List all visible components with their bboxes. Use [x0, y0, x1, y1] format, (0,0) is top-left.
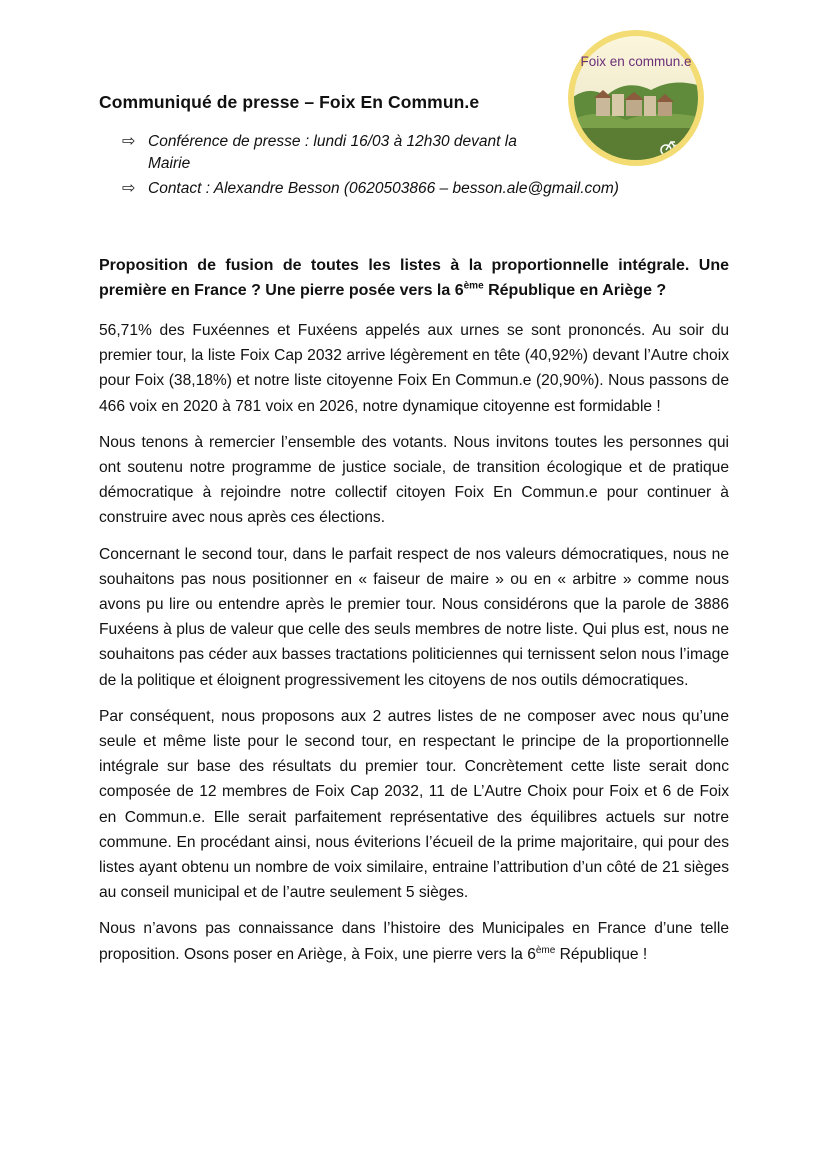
conference-text: Conférence de presse : lundi 16/03 à 12h30 devant la Mairie	[148, 133, 517, 172]
page-title: Communiqué de presse – Foix En Commun.e	[99, 92, 480, 112]
list-item-contact	[122, 178, 768, 200]
logo-text: Foix en commun.e	[580, 54, 692, 69]
right-arrow-icon: ⇨	[122, 133, 136, 150]
paragraph-conclusion: Nous n’avons pas connaissance dans l’histoire des Municipales en France d’une telle proposition. Osons poser en Ariège, à Foix, une pierre vers la 6ème République !	[99, 920, 729, 963]
foix-en-commun-logo	[566, 28, 706, 168]
headline: Proposition de fusion de toutes les listes à la proportionnelle intégrale. Une première en France ? Une pierre posée vers la 6ème République en Ariège ?	[99, 257, 729, 299]
contact-text: Contact : Alexandre Besson (0620503866 – besson.ale@gmail.com)	[148, 180, 619, 197]
list-item-conference	[122, 131, 562, 175]
contact-list	[122, 131, 619, 203]
paragraph-thanks: Nous tenons à remercier l’ensemble des votants. Nous invitons toutes les personnes qui ont soutenu notre programme de justice sociale, de transition écologique et de pratique démocratique à rejoindre notre collectif citoyen Foix En Commun.e pour continuer à construire avec nous après ces élections.	[99, 433, 729, 527]
paragraph-results: 56,71% des Fuxéennes et Fuxéens appelés aux urnes se sont prononcés. Au soir du premier tour, la liste Foix Cap 2032 arrive légèrement en tête (40,92%) devant l’Autre choix pour Foix (38,18%) et notre liste citoyenne Foix En Commun.e (20,90%). Nous passons de 466 voix en 2020 à 781 voix en 2026, notre dynamique citoyenne est formidable !	[99, 322, 729, 415]
paragraph-second-round: Concernant le second tour, dans le parfait respect de nos valeurs démocratiques, nous ne souhaitons pas nous positionner en « faiseur de maire » ou en « arbitre » comme nous avons pu lire ou entendre après le premier tour. Nous considérons que la parole de 3886 Fuxéens à plus de valeur que celle des seuls membres de notre liste. Qui plus est, nous ne souhaitons pas céder aux basses tractations politiciennes qui ternissent selon nous l’image de la politique et éloignent progressivement les citoyens de nos outils démocratiques.	[99, 545, 729, 689]
body-text	[99, 318, 729, 978]
right-arrow-icon: ⇨	[122, 180, 136, 197]
paragraph-proposal: Par conséquent, nous proposons aux 2 autres listes de ne composer avec nous qu’une seule et même liste pour le second tour, en respectant le principe de la proportionnelle intégrale sur base des résultats du premier tour. Concrètement cette liste serait donc composée de 12 membres de Foix Cap 2032, 11 de L’Autre Choix pour Foix et 6 de Foix en Commun.e. Elle serait parfaitement représentative des équilibres actuels sur notre commune. En procédant ainsi, nous éviterions l’écueil de la prime majoritaire, qui pour des listes ayant obtenu un nombre de voix similaire, entraine l’attribution d’un côté de 21 sièges au conseil municipal et de l’autre seulement 5 sièges.	[99, 707, 729, 902]
